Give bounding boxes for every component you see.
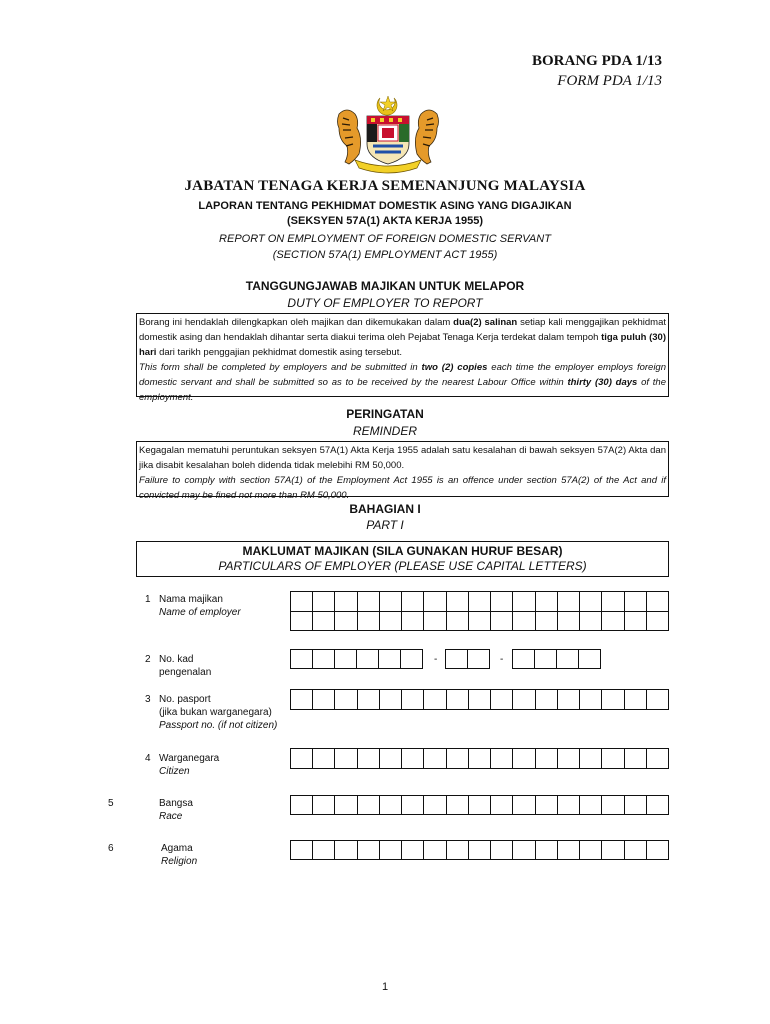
- malaysia-coat-of-arms-icon: [333, 94, 443, 176]
- duty-text-en: This form shall be completed by employers and be submitted in two (2) copies each time the employer employs foreign domestic servant and shall be submitted so as to be received by the nearest Labour Office within thirty (30) days of the employment.: [139, 362, 666, 403]
- reminder-title-en: REMINDER: [352, 424, 417, 438]
- duty-title: TANGGUNGJAWAB MAJIKAN UNTUK MELAPOR: [245, 279, 525, 293]
- field-label-race: Bangsa Race: [159, 798, 193, 822]
- citizenship-input[interactable]: [290, 748, 669, 769]
- ic-part-3-input[interactable]: [512, 649, 601, 669]
- race-input[interactable]: [290, 795, 669, 815]
- ic-part-2-input[interactable]: [445, 649, 490, 669]
- part-title: BAHAGIAN I: [349, 502, 421, 516]
- ic-separator: -: [500, 654, 504, 665]
- passport-number-input[interactable]: [290, 689, 669, 710]
- reminder-text-ms: Kegagalan mematuhi peruntukan seksyen 57A(1) Akta Kerja 1955 adalah satu kesalahan di bawah seksyen 57A(2) Akta dan jika disabit kesalahan boleh didenda tidak melebihi RM 50,000.: [139, 445, 666, 471]
- field-number: 2: [145, 654, 151, 665]
- page-number: 1: [381, 981, 389, 993]
- report-title-ms: LAPORAN TENTANG PEKHIDMAT DOMESTIK ASING YANG DIGAJIKAN: [198, 200, 572, 212]
- part-title-en: PART I: [366, 518, 404, 532]
- form-code: BORANG PDA 1/13: [531, 53, 662, 69]
- particulars-header-box: [136, 541, 669, 577]
- report-section-en: (SECTION 57A(1) EMPLOYMENT ACT 1955): [272, 249, 498, 261]
- department-title: JABATAN TENAGA KERJA SEMENANJUNG MALAYSIA: [184, 178, 586, 194]
- religion-input[interactable]: [290, 840, 669, 860]
- ic-part-1-input[interactable]: [290, 649, 423, 669]
- field-label-ic: No. kad pengenalan: [159, 654, 212, 678]
- reminder-text-en: Failure to comply with section 57A(1) of the Employment Act 1955 is an offence under section 57A(2) of the Act and if convicted may be fined not more than RM 50,000.: [139, 475, 666, 501]
- form-code-en: FORM PDA 1/13: [557, 73, 662, 89]
- particulars-title-en: PARTICULARS OF EMPLOYER (PLEASE USE CAPITAL LETTERS): [218, 559, 587, 573]
- field-label-name: Nama majikan Name of employer: [159, 594, 241, 618]
- report-title-en: REPORT ON EMPLOYMENT OF FOREIGN DOMESTIC SERVANT: [219, 233, 551, 245]
- duty-notice-box: [136, 313, 669, 403]
- reminder-notice-box: [136, 441, 669, 501]
- ic-separator: -: [434, 654, 438, 665]
- reminder-title: PERINGATAN: [346, 407, 424, 421]
- field-number: 4: [145, 753, 151, 764]
- duty-text-ms: Borang ini hendaklah dilengkapkan oleh majikan dan dikemukakan dalam dua(2) salinan setiap kali menggajikan pekhidmat domestik asing dan hendaklah dihantar serta diakui terima oleh Pejabat Tenaga Kerja terdekat dalam tempoh tiga puluh (30) hari dari tarikh penggajian pekhidmat domestik asing tersebut.: [139, 317, 667, 358]
- duty-title-en: DUTY OF EMPLOYER TO REPORT: [287, 296, 483, 310]
- field-label-passport: No. pasport (jika bukan warganegara) Passport no. (if not citizen): [159, 694, 278, 731]
- field-label-religion: Agama Religion: [161, 843, 198, 867]
- field-label-citizen: Warganegara Citizen: [159, 753, 220, 777]
- field-number: 6: [108, 843, 114, 854]
- employer-name-input[interactable]: [290, 591, 669, 631]
- field-number: 1: [145, 594, 151, 605]
- field-number: 5: [108, 798, 114, 809]
- report-section-ms: (SEKSYEN 57A(1) AKTA KERJA 1955): [286, 215, 483, 227]
- field-number: 3: [145, 694, 151, 705]
- particulars-title: MAKLUMAT MAJIKAN (SILA GUNAKAN HURUF BESAR): [242, 544, 563, 558]
